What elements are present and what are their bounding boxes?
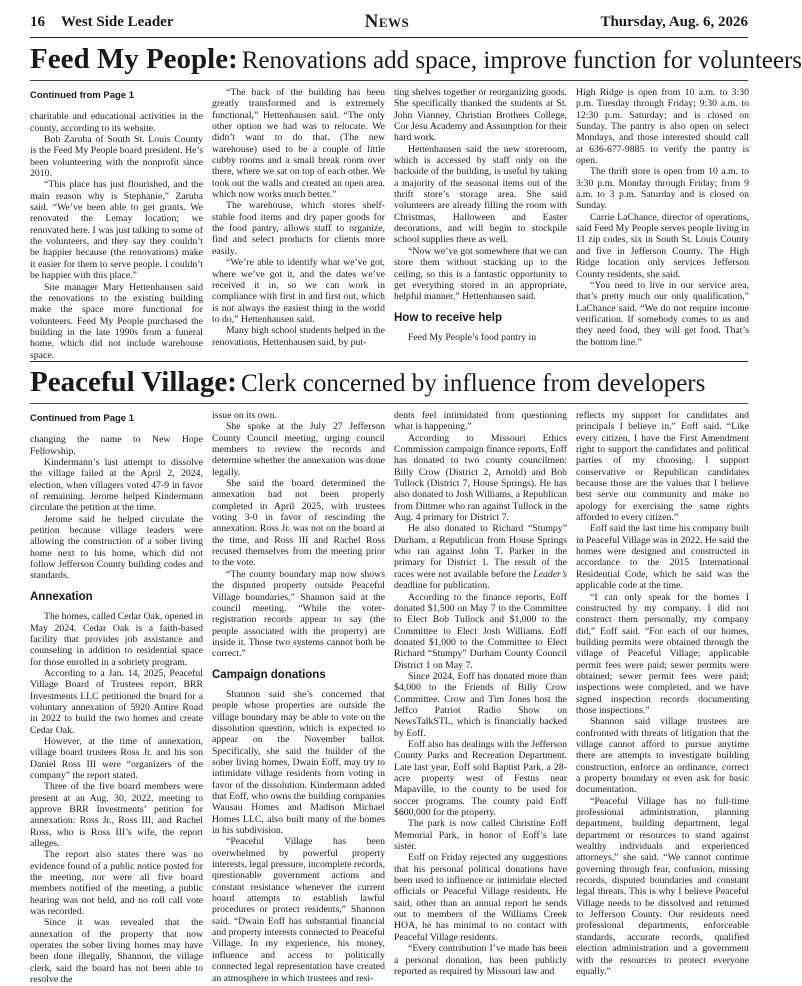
paragraph: The thrift store is open from 10 a.m. to 3:30 p.m. Monday through Friday; from 9 a.m. to 3 p.m. Saturday and is closed on Sunday. bbox=[576, 166, 749, 212]
story1-body bbox=[30, 87, 750, 361]
paragraph: charitable and educational activities in the county, according to its website. bbox=[30, 111, 203, 134]
paragraph: “Peaceful Village has been overwhelmed by powerful property interests, legal pressure, incomplete records, questionable government actions and constant resistance whenever the current board attempts to establish lawful procedures or protect residents,” Shannon said. “Dwain Eoff has substantial financial and property interests connected to Peaceful Village. In my experience, his money, influence and access to politically connected legal representation have created an atmosphere in which trustees and resi- bbox=[212, 836, 386, 984]
story1-column-4 bbox=[576, 87, 749, 355]
story1-column-2 bbox=[212, 87, 385, 355]
paragraph: Three of the five board members were present at an Aug. 30, 2022, meeting to approve BRR Investments’ petition for annexation: Ross Jr., Ross III, and Rachel Ross, who is Ross III’s wife, the report alleges. bbox=[30, 781, 203, 850]
paragraph: “Every contribution I’ve made has been a personal donation, has been publicly reported as required by Missouri law and bbox=[394, 943, 567, 977]
paragraph: ting shelves together or reorganizing goods. She specifically thanked the students at St. John Vianney, Christian Brothers College, Cor Jesu Academy and Assumption for their hard work. bbox=[394, 87, 567, 144]
paragraph: “I can only speak for the homes I constructed by my company. I did not construct them personally, my company did,” Eoff said. “For each of our homes, building permits were obtained through the village of Peaceful Village; applicable permit fees were paid; sewer permits were obtained; sewer permit fees were paid; inspections were completed, and we have signed inspection records documenting those inspections.” bbox=[576, 591, 749, 716]
story2-kicker: Peaceful Village: bbox=[30, 366, 237, 398]
story1-headline bbox=[30, 43, 802, 75]
page-number: 16 bbox=[30, 13, 45, 30]
section-name: News bbox=[364, 11, 410, 32]
story2-column-2 bbox=[212, 410, 386, 984]
story2-column-3 bbox=[394, 410, 567, 980]
paper-name: West Side Leader bbox=[61, 13, 174, 30]
paragraph: The report also states there was no evidence found of a public notice posted for the meeting, nor were all five board members notified of the meeting, a public hearing was not held, and no roll call vote was recorded. bbox=[30, 849, 203, 918]
masthead bbox=[30, 10, 748, 34]
story2-column-1 bbox=[30, 410, 203, 986]
paragraph: The park is now called Christine Eoff Memorial Park, in honor of Eoff’s late sister. bbox=[394, 818, 567, 853]
paragraph: However, at the time of annexation, village board trustees Ross Jr. and his son Daniel Ross III were “organizers of the company” the report stated. bbox=[30, 735, 203, 781]
story1-column-3 bbox=[394, 87, 567, 355]
paragraph: Since it was revealed that the annexation of the property that now operates the sober living homes may have been done illegally, Shannon, the village clerk, said the board has not been able to resolve the bbox=[30, 917, 203, 986]
paragraph: Shannon said she’s concerned that people whose properties are outside the village boundary may be able to vote on the dissolution question, which is expected to appear on the November ballot. Specifically, she said the builder of the sober living homes, Dwain Eoff, may try to intimidate village residents from voting in favor of the dissolution. Kindermann added that Eoff, who owns the building companies Wausau Homes and Madison Michael Homes LLC, also built many of the homes in his subdivision. bbox=[212, 688, 385, 837]
paragraph: Hettenhausen said the new storeroom, which is accessed by staff only on the backside of the building, is useful by taking a majority of the seasonal items out of the thrift store’s storage area. She said volunteers are already filling the room with Christmas, Halloween and Easter decorations, and will begin to stockpile school supplies there as well. bbox=[394, 143, 567, 246]
story2-column-4 bbox=[576, 410, 749, 980]
continued-label: Continued from Page 1 bbox=[30, 90, 134, 101]
paragraph: reflects my support for candidates and principals I believe in,” Eoff said. “Like every citizen, I have the First Amendment right to support the candidates and political parties of my choosing. I support conservative or Republican candidates because those are the values that I believe best serve our community and make no apology for exercising the same rights afforded to every citizen.” bbox=[576, 410, 749, 524]
paragraph: “This place has just flourished, and the main reason why is Stephanie,” Zaruba said. “We’ve been able to get grants. We renovated the Lemay location; we renovated here. I was just talking to some of the volunteers, and they say they couldn’t be happier because (the renovations) make it easier for them to serve people. I couldn’t be happier with this place.” bbox=[30, 179, 204, 282]
paragraph: Jerome said he helped circulate the petition because village leaders were allowing the construction of a sober living home next to his home, which did not follow Jefferson County building codes and standards. bbox=[30, 513, 203, 582]
paragraph: Eoff also has dealings with the Jefferson County Parks and Recreation Department. Late last year, Eoff sold Baptist Park, a 28-acre property west of Festus near Mapaville, to the county to be used for soccer programs. The county paid Eoff $600,000 for the property. bbox=[394, 738, 567, 819]
paragraph: According to Missouri Ethics Commission campaign finance reports, Eoff has donated to two county councilmen: Billy Crow (District 2, Arnold) and Bob Tullock (District 7, House Springs). He has also donated to Josh Williams, a Republican from Dittmer who ran against Tullock in the Aug. 4 primary for District 7. bbox=[394, 432, 567, 524]
paragraph: According to a Jan. 14, 2025, Peaceful Village Board of Trustees report, BRR Investments LLC petitioned the board for a voluntary annexation of 5920 Antire Road in 2022 to build the two homes and create Cedar Oak. bbox=[30, 667, 203, 736]
paragraph: “Now we’ve got somewhere that we can store them without stacking up to the ceiling, so this is a fantastic opportunity to get everything stored in an appropriate, helpful manner,” Hettenhausen said. bbox=[394, 245, 567, 303]
subhead-annexation: Annexation bbox=[30, 590, 93, 603]
story2-body bbox=[30, 410, 750, 986]
paragraph: Shannon said village trustees are confronted with threats of litigation that the village cannot afford to pursue anytime there are attempts to investigate building construction, enforce an ordinance, correct a property boundary or even ask for basic documentation. bbox=[576, 716, 749, 796]
paragraph: Bob Zaruba of South St. Louis County is the Feed My People board president. He’s been volunteering with the nonprofit since 2010. bbox=[30, 134, 203, 180]
paragraph: issue on its own. bbox=[212, 410, 278, 421]
continued-label: Continued from Page 1 bbox=[30, 413, 134, 424]
masthead-left bbox=[30, 14, 174, 31]
paragraph: Many high school students helped in the renovations, Hettenhausen said, by put- bbox=[212, 325, 385, 348]
subhead-how-to-receive-help: How to receive help bbox=[394, 311, 503, 324]
paragraph: Eoff on Friday rejected any suggestions that his personal political donations have been used to influence or intimidate elected officials or Peaceful Village residents. He said, other than an annual report he sends out to members of the Williams Creek HOA, he has minimal to no contact with Peaceful Village residents. bbox=[394, 852, 567, 943]
paragraph: Carrie LaChance, director of operations, said Feed My People serves people living in 11 zip codes, six in South St. Louis County and five in Jefferson County. The High Ridge location only services Jefferson County residents, she said. bbox=[576, 211, 749, 280]
paragraph: “Peaceful Village has no full-time professional administration, planning department, building department, legal department or resources to stand against wealthy individuals and experienced attorneys,” she said. “We cannot continue governing through fear, confusion, missing records, disputed boundaries and constant legal threats. This is why I believe Peaceful Village needs to be dissolved and returned to Jefferson County. Our residents need professional departments, enforceable standards, accurate records, qualified election administration and a government with the resources to protect everyone equally.” bbox=[576, 795, 749, 977]
paragraph: dents feel intimidated from questioning what is happening.” bbox=[394, 410, 567, 433]
paragraph: The warehouse, which stores shelf-stable food items and dry paper goods for the food pantry, allows staff to organize, find and select products for clients more easily. bbox=[212, 200, 385, 257]
story2-headline bbox=[30, 368, 748, 397]
story2-headline-rule bbox=[30, 403, 748, 404]
paragraph: She said the board determined the annexation had not been properly completed in April 2025, with trustees voting 3-0 in favor of rescinding the annexation. Ross Jr. was not on the board at the time, and Ross III and Rachel Ross recused themselves from the meeting prior to the vote. bbox=[212, 478, 385, 569]
paragraph: Since 2024, Eoff has donated more than $4,000 to the Friends of Billy Crow Committee. Crow and Tim Jones host the Jeffco Patriot Radio Show on NewsTalkSTL, which is financially backed by Eoff. bbox=[394, 670, 567, 739]
story-divider-rule bbox=[30, 361, 748, 362]
paragraph: He also donated to Richard “Stumpy” Durham, a Republican from House Springs who ran against John T. Parker in the primary for District 1. The result of the races were not available before the Leader’s deadline for publication. bbox=[394, 523, 567, 592]
paragraph: “The back of the building has been greatly transformed and is extremely functional,” Hettenhausen said. “The only other option we had was to relocate. We didn’t want to do that. (The new warehouse) used to be a couple of little cubby rooms and a small break room over there, where we sat on top of each other. We took out the walls and created an open area. which now works much better.” bbox=[212, 87, 385, 201]
paragraph: “The county boundary map now shows the disputed property outside Peaceful Village boundaries,” Shannon said at the council meeting. “While the voter-registration records appear to say (the people associated with the property) are inside it. Those two systems cannot both be correct.” bbox=[212, 568, 385, 660]
story1-headline-rule bbox=[30, 80, 748, 81]
masthead-rule bbox=[30, 37, 748, 38]
story2-deck: Clerk concerned by influence from developers bbox=[240, 370, 706, 397]
paragraph: “We’re able to identify what we’ve got, where we’ve got it, and the dates we’ve received it in, so we can work in compliance with first in and first out, which is not always the easiest thing in the world to do,” Hettenhausen said. bbox=[212, 257, 385, 325]
paragraph: Eoff said the last time his company built in Peaceful Village was in 2022. He said the homes were designed and constructed in accordance to the 2015 International Residential Code, which he said was the applicable code at the time. bbox=[576, 523, 749, 592]
paragraph: Feed My People’s food pantry in bbox=[408, 331, 537, 343]
paragraph: The homes, called Cedar Oak, opened in May 2024. Cedar Oak is a faith-based facility that provides job assistance and counseling in addition to residential space for those enrolled in a sobriety program. bbox=[30, 611, 203, 668]
paragraph: High Ridge is open from 10 a.m. to 3:30 p.m. Tuesday through Friday; 9:30 a.m. to 12:30 p.m. Saturday; and is closed on Sunday. The pantry is also open on select Mondays, and those interested should call at 636-677-9885 to verify the pantry is open. bbox=[576, 87, 749, 167]
story1-kicker: Feed My People: bbox=[30, 43, 238, 75]
subhead-campaign-donations: Campaign donations bbox=[212, 668, 326, 681]
story1-column-1 bbox=[30, 87, 204, 361]
issue-date: Thursday, Aug. 6, 2026 bbox=[600, 13, 748, 30]
story1-deck: Renovations add space, improve function for volunteers bbox=[241, 47, 802, 74]
paragraph: changing the name to New Hope Fellowship. bbox=[30, 434, 203, 457]
paragraph: Site manager Mary Hettenhausen said the renovations to the existing building make the space more functional for volunteers. Feed My People purchased the building in the late 1990s from a funeral home, which did not include warehouse space. bbox=[30, 281, 203, 361]
paragraph: She spoke at the July 27 Jefferson County Council meeting, urging council members to review the records and determine whether the annexation was done legally. bbox=[212, 421, 385, 478]
paragraph: “You need to live in our service area, that’s pretty much our only qualification,” LaChance said. “We do not require income verification. If somebody comes to us and they need food, they will get food. That’s the bottom line.” bbox=[576, 279, 749, 348]
paragraph: Kindermann’s last attempt to dissolve the village failed at the April 2, 2024, election, when villagers voted 47-9 in favor of remaining. Jerome helped Kindermann circulate the petition at the time. bbox=[30, 457, 203, 514]
paragraph: According to the finance reports, Eoff donated $1,500 on May 7 to the Committee to Elect Bob Tullock and $1,000 to the Committee to Elect Josh Williams. Eoff donated $1,000 to the Committee to Elect Richard “Stumpy” Durham County Council District 1 on May 7. bbox=[394, 591, 567, 671]
